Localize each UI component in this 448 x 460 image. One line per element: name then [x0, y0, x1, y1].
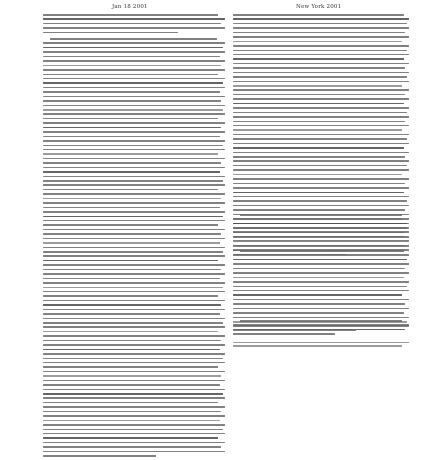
running-head-right: New York 2001 — [296, 4, 342, 10]
footnote — [233, 345, 409, 349]
left-paragraph-2 — [43, 38, 225, 460]
left-paragraph-1 — [43, 14, 225, 36]
running-head-left: Jan 18 2001 — [112, 4, 148, 10]
footnote-rule — [233, 342, 409, 343]
right-paragraph-4 — [233, 320, 409, 338]
